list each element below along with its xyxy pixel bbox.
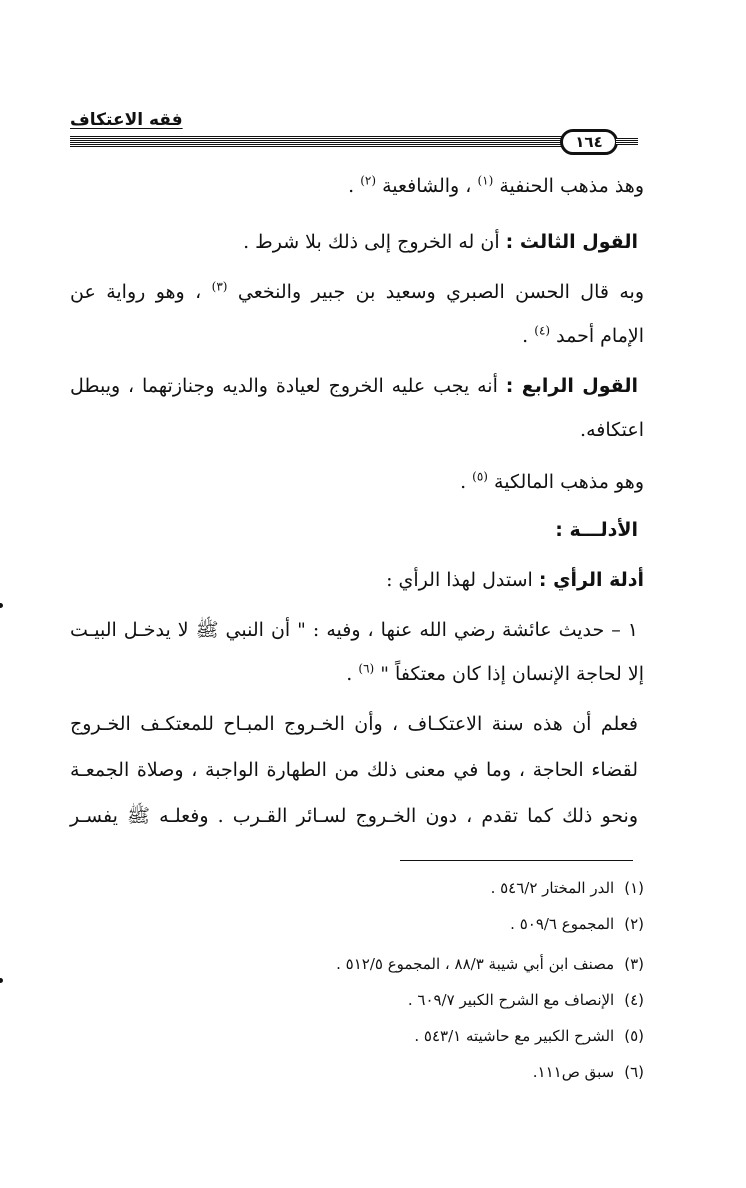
header-rule-right: [616, 138, 638, 145]
evidence-of-opinion-label: أدلة الرأي :: [538, 569, 644, 591]
body-line-14: ونحو ذلك كما تقدم ، دون الخـروج لسـائر القـرب . وفعلـه ﷺ يفسـر: [70, 805, 638, 827]
running-title: فقه الاعتكاف: [70, 110, 183, 130]
body-line-1: وهذ مذهب الحنفية $^{(١)}$ ، والشافعية $^{(٢)}$ .: [348, 173, 644, 197]
footnote-separator: [400, 860, 633, 861]
footnote-ref-5: (٥): [472, 469, 488, 484]
footnote-ref-6: (٦): [358, 661, 375, 676]
footnote-6: (٦)سبق ص١١١.: [532, 1063, 644, 1081]
third-opinion-label: القول الثالث :: [505, 231, 638, 253]
body-line-5: القول الرابع : أنه يجب عليه الخروج لعيادة والديه وجنازتهما ، ويبطل: [70, 375, 638, 397]
footnote-ref-2: (٢): [360, 173, 377, 188]
body-line-2: القول الثالث : أن له الخروج إلى ذلك بلا شرط .: [243, 231, 638, 253]
scan-mark-bottom: [0, 978, 3, 983]
body-line-12: فعلم أن هذه سنة الاعتكـاف ، وأن الخـروج المبـاح للمعتكـف الخـروج: [70, 713, 638, 735]
footnote-3: (٣)مصنف ابن أبي شيبة ٨٨/٣ ، المجموع ٥١٢/٥ .: [336, 955, 644, 973]
fourth-opinion-label: القول الرابع :: [505, 375, 638, 397]
footnote-5: (٥)الشرح الكبير مع حاشيته ٥٤٣/١ .: [414, 1027, 644, 1045]
body-line-9: أدلة الرأي : استدل لهذا الرأي :: [386, 569, 644, 591]
body-line-13: لقضاء الحاجة ، وما في معنى ذلك من الطهارة الواجبة ، وصلاة الجمعـة: [70, 759, 638, 781]
body-line-10: ١ – حديث عائشة رضي الله عنها ، وفيه : " أن النبي ﷺ لا يدخـل البيـت: [70, 619, 638, 641]
footnote-1: (١)الدر المختار ٥٤٦/٢ .: [490, 879, 644, 897]
footnote-2: (٢)المجموع ٥٠٩/٦ .: [510, 915, 644, 933]
page-number: ١٦٤: [560, 129, 618, 155]
footnote-ref-1: (١): [477, 173, 494, 188]
body-line-7: وهو مذهب المالكية $^{(٥)}$ .: [460, 469, 644, 493]
footnote-ref-3: (٣): [211, 279, 228, 294]
footnote-ref-4: (٤): [534, 323, 551, 338]
footnote-4: (٤)الإنصاف مع الشرح الكبير ٦٠٩/٧ .: [407, 991, 644, 1009]
body-line-6: اعتكافه.: [580, 419, 644, 441]
body-line-3: وبه قال الحسن الصبري وسعيد بن جبير والنخعي $^{(٣)}$ ، وهو رواية عن: [70, 279, 645, 303]
evidence-heading: الأدلـــة :: [555, 519, 638, 541]
body-line-11: إلا لحاجة الإنسان إذا كان معتكفاً " $^{(٦)}$ .: [346, 661, 644, 685]
header-rule: [70, 136, 564, 147]
body-line-4: الإمام أحمد $^{(٤)}$ .: [522, 323, 644, 347]
scan-mark-top: [0, 603, 3, 608]
